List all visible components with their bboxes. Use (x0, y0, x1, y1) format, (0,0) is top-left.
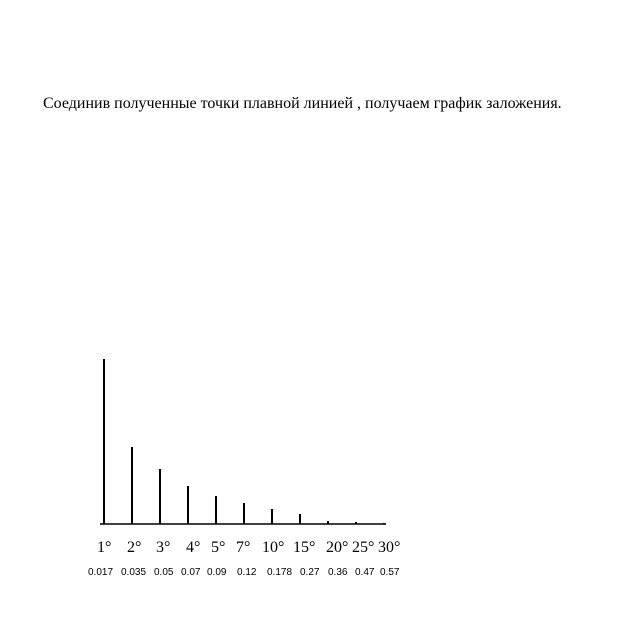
value-label: 0.05 (154, 567, 174, 578)
angle-label: 20° (326, 539, 349, 556)
value-label: 0.27 (300, 567, 320, 578)
value-label: 0.09 (207, 567, 227, 578)
angle-label: 1° (97, 539, 112, 556)
value-label: 0.12 (237, 567, 257, 578)
value-label: 0.36 (328, 567, 348, 578)
angle-label: 3° (156, 539, 171, 556)
value-label: 0.47 (355, 567, 375, 578)
slide-text: Соединив полученные точки плавной линией , получаем график заложения. (43, 95, 562, 112)
value-label: 0.57 (380, 567, 400, 578)
angle-label: 30° (378, 539, 401, 556)
angle-label: 4° (186, 539, 201, 556)
angle-label: 7° (236, 539, 251, 556)
angle-label: 5° (211, 539, 226, 556)
angle-label: 15° (293, 539, 316, 556)
angle-label: 10° (262, 539, 285, 556)
value-label: 0.07 (181, 567, 201, 578)
value-label: 0.017 (88, 567, 114, 578)
angle-label: 25° (352, 539, 375, 556)
value-label: 0.178 (267, 567, 293, 578)
value-label: 0.035 (121, 567, 147, 578)
angle-label: 2° (127, 539, 142, 556)
